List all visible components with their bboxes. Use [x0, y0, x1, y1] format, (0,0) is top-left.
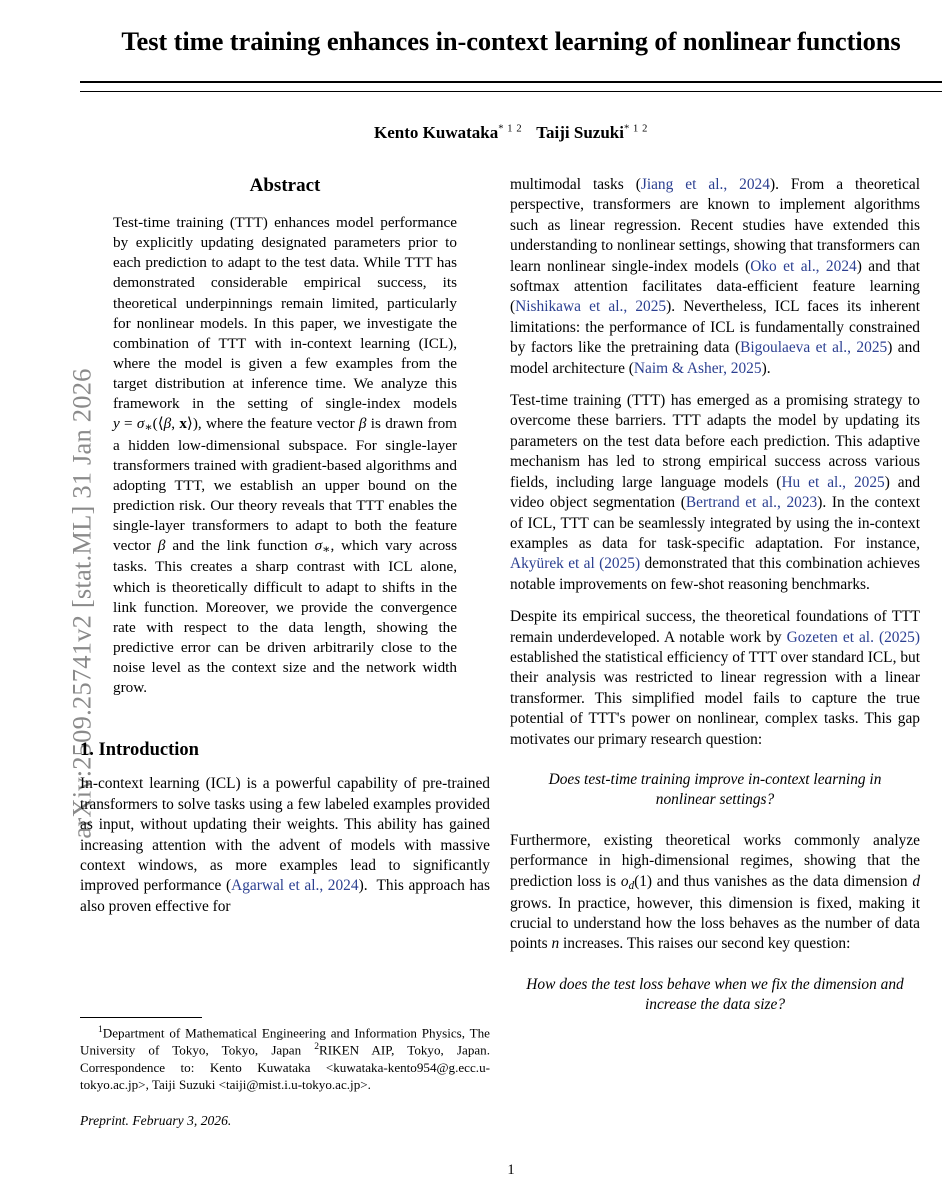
- citation-hu-2025[interactable]: Hu et al., 2025: [781, 473, 885, 491]
- footnote-text-part: Department of Mathematical Engineering and Information Physics, The University of Tokyo, Tokyo, Japan: [80, 1025, 490, 1058]
- abstract-sentence: , which vary across tasks. This creates a sharp contrast with ICL alone, which is theoretically difficult to adapt to shifts in the link function. Moreover, we provide the convergence rate with respect to the data length, showing the predictive error can be driven arbitrarily close to the noise level as the context size and the network width grow.: [113, 537, 457, 697]
- paragraph-text: Despite its empirical success, the theoretical foundations of TTT remain underdeveloped. A notable work by: [510, 608, 920, 646]
- intro-paragraph-1-continued: [510, 175, 920, 379]
- right-column: [510, 175, 920, 1036]
- paragraph-text: In-context learning (ICL) is a powerful capability of pre-trained transformers to solve tasks using a few labeled examples provided as input, without updating their weights. This ability has gained increasing attention with the advent of models with massive context windows, as more examples lead to significantly improved performance (: [80, 775, 490, 895]
- abstract-sentence: and the link function: [165, 537, 315, 555]
- title-divider-thin: [80, 91, 942, 92]
- paragraph-text: demonstrated that this combination achieves notable improvements on few-shot reasoning benchmarks.: [510, 555, 920, 593]
- title-divider-thick: [80, 81, 942, 83]
- paragraph-text: Test-time training (TTT) has emerged as a promising strategy to overcome these barriers. TTT adapts the model by updating its parameters on the test data before each prediction. This adaptive mechanism has led to strong empirical success across various fields, including large language models (: [510, 392, 920, 491]
- abstract-heading: Abstract: [249, 175, 321, 196]
- abstract-sentence: Test-time training (TTT) enhances model performance by explicitly updating designated parameters prior to each prediction to adapt to the test data. While TTT has demonstrated considerable empirical success, its theoretical underpinnings remain limited, particularly for nonlinear models. In this paper, we investigate the combination of TTT with in-context learning (ICL), where the model is given a few examples from the target distribution at inference time. We analyze this framework in the setting of single-index models: [113, 214, 457, 413]
- page-number: 1: [507, 1162, 515, 1178]
- author-name: Taiji Suzuki: [536, 122, 624, 142]
- citation-bertrand-2023[interactable]: Bertrand et al., 2023: [685, 494, 818, 512]
- intro-paragraph-2: [510, 391, 920, 595]
- paragraph-text: ) and model architecture (: [510, 339, 921, 377]
- symbol-n: n: [551, 935, 560, 953]
- left-column: [80, 175, 490, 1128]
- paragraph-text: grows. In practice, however, this dimension is fixed, making it crucial to understand how the loss behaves as the number of data points: [510, 894, 920, 953]
- citation-nishikawa-2025[interactable]: Nishikawa et al., 2025: [515, 298, 667, 316]
- paragraph-text: ) and that softmax attention facilitates data-efficient feature learning (: [510, 257, 920, 316]
- paragraph-text: ). This approach has also proven effective for: [80, 877, 490, 915]
- two-column-body: [80, 175, 942, 1185]
- author-affiliation-marks: * 1 2: [498, 123, 523, 135]
- footnote-area: [80, 1017, 490, 1142]
- abstract-symbol-beta: β: [358, 415, 367, 433]
- footnote-divider: [80, 1017, 202, 1018]
- research-question-1: Does test-time training improve in-context learning in nonlinear settings?: [548, 770, 882, 809]
- section-heading-introduction: 1. Introduction: [80, 740, 199, 761]
- footnote-mark: 2: [314, 1042, 320, 1053]
- citation-naim-asher-2025[interactable]: Naim & Asher, 2025: [633, 359, 762, 377]
- intro-paragraph-4: [510, 831, 920, 955]
- symbol-d: d: [912, 872, 921, 890]
- research-question-2: How does the test loss behave when we fix the dimension and increase the data size?: [526, 975, 904, 1014]
- paragraph-text: ) and video object segmentation (: [510, 473, 921, 512]
- intro-paragraph-3: [510, 607, 920, 750]
- footnote-text-part: RIKEN AIP, Tokyo, Japan. Correspondence to: Kento Kuwataka <kuwataka-kento954@g.ecc.u-tokyo.ac.jp>, Taiji Suzuki <taiji@mist.i.u-tokyo.ac.jp>.: [80, 1042, 490, 1092]
- title-block: [80, 0, 942, 143]
- citation-akyurek-2025-author[interactable]: Akyürek et al: [510, 555, 595, 573]
- formula-o-d-1: $o_d(1)$: [620, 872, 653, 892]
- author-affiliation-marks: * 1 2: [623, 123, 648, 135]
- author-name: Kento Kuwataka: [374, 122, 499, 142]
- paragraph-text: ). In the context of ICL, TTT can be seamlessly integrated by using the in-context examples as data for task-specific adaptation. For instance,: [510, 494, 920, 552]
- paragraph-text: Furthermore, existing theoretical works commonly analyze performance in high-dimensional regimes, showing that the prediction loss is: [510, 831, 920, 890]
- footnote-affiliations: [80, 1024, 490, 1093]
- abstract-sentence: , where the feature vector: [197, 415, 359, 433]
- abstract-text: [113, 213, 457, 698]
- citation-jiang-2024[interactable]: Jiang et al., 2024: [640, 176, 770, 193]
- citation-bigoulaeva-2025[interactable]: Bigoulaeva et al., 2025: [740, 339, 888, 357]
- abstract-formula-single-index: $y = \sigma_∗(⟨\beta$, x⟩): [113, 415, 198, 435]
- paragraph-text: multimodal tasks (: [510, 176, 641, 193]
- arxiv-identifier-stamp: arXiv:2509.25741v2 [stat.ML] 31 Jan 2026: [66, 368, 97, 839]
- abstract-symbol-beta: β: [157, 537, 166, 555]
- citation-gozeten-2025-year[interactable]: (2025): [878, 628, 920, 646]
- abstract-sentence: is drawn from a hidden low-dimensional subspace. For single-layer transformers trained with gradient-based algorithms and adopting TTT, we establish an upper bound on the prediction risk. Our theory reveals that TTT enables the single-layer transformers to adapt to both the feature vector: [113, 415, 457, 555]
- citation-oko-2024[interactable]: Oko et al., 2024: [750, 257, 857, 275]
- footnote-mark: 1: [98, 1025, 103, 1035]
- paragraph-text: ). Nevertheless, ICL faces its inherent limitations: the performance of ICL is fundamentally constrained by factors like the pretraining data (: [510, 298, 920, 357]
- author-entry: [536, 123, 648, 142]
- paragraph-text: established the statistical efficiency of TTT over standard ICL, but their analysis was restricted to linear regression with a linear transformer. This simplified model fails to capture the true potential of TTT's power on nonlinear, complex tasks. This gap motivates our primary research question:: [510, 648, 920, 748]
- citation-agarwal-2024[interactable]: Agarwal et al., 2024: [231, 877, 359, 895]
- author-list: [80, 123, 942, 143]
- paragraph-text: ). From a theoretical perspective, transformers are known to implement algorithms such as linear regression. Recent studies have extended this understanding to nonlinear settings, showing that transformers can learn nonlinear single-index models (: [510, 176, 920, 275]
- paper-page: [80, 0, 942, 1200]
- author-entry: [374, 123, 522, 142]
- citation-akyurek-2025-year[interactable]: (2025): [599, 555, 641, 573]
- page-title: Test time training enhances in-context learning of nonlinear functions: [121, 26, 901, 56]
- preprint-notice: Preprint. February 3, 2026.: [80, 1112, 232, 1128]
- abstract-symbol-sigma-star: $\sigma_∗$: [314, 537, 331, 557]
- paragraph-text: and thus vanishes as the data dimension: [652, 872, 913, 890]
- paragraph-text: ).: [761, 359, 771, 377]
- paragraph-text: increases. This raises our second key question:: [559, 935, 851, 953]
- intro-paragraph-1: [80, 774, 490, 917]
- citation-gozeten-2025-author[interactable]: Gozeten et al.: [786, 628, 874, 646]
